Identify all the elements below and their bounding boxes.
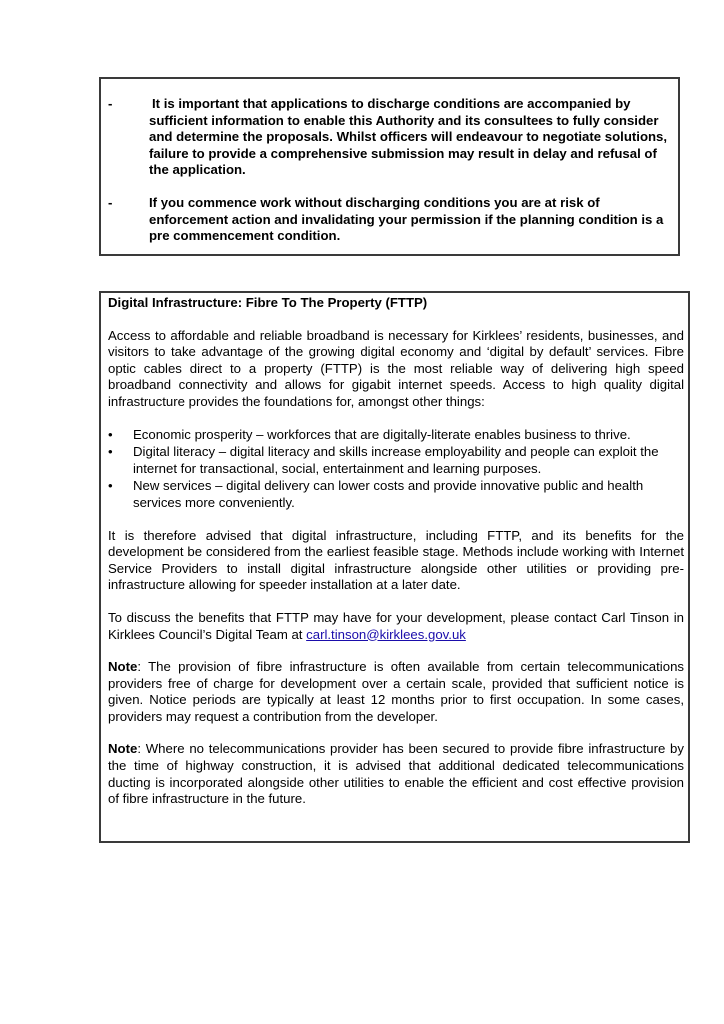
fttp-heading: Digital Infrastructure: Fibre To The Property (FTTP): [108, 295, 428, 310]
fttp-note-2: [108, 741, 684, 807]
list-item-text: Digital literacy – digital literacy and skills increase employability and people can exploit the internet for transactional, social, entertainment and learning purposes.: [133, 444, 659, 476]
dash-marker: -: [108, 96, 113, 111]
fttp-info-box: [99, 291, 690, 843]
conditions-item-1: [108, 96, 674, 179]
list-item: [108, 444, 684, 477]
conditions-item-text: It is important that applications to discharge conditions are accompanied by sufficient information to enable this Authority and its consultees to fully consider and determine the proposals. Whilst officers will endeavour to negotiate solutions, failure to provide a comprehensive submission may result in delay and refusal of the application.: [149, 96, 668, 178]
conditions-item-2: [108, 195, 674, 245]
list-item-text: New services – digital delivery can lower costs and provide innovative public and health services more conveniently.: [133, 478, 644, 510]
list-item: [108, 427, 684, 444]
note-label: Note: [108, 659, 138, 675]
fttp-intro-paragraph: Access to affordable and reliable broadband is necessary for Kirklees’ residents, businesses, and visitors to take advantage of the growing digital economy and ‘digital by default’ services. Fibre optic cables direct to a property (FTTP) is the most reliable way of delivering high speed broadband connectivity and allows for gigabit internet speeds. Access to high quality digital infrastructure provides the foundations for, amongst other things:: [108, 327, 684, 409]
note-text: : Where no telecommunications provider has been secured to provide fibre infrastructure by the time of highway construction, it is advised that additional dedicated telecommunications ducting is incorporated alongside other utilities to enable the efficient and cost effective provision of fibre infrastructure in the future.: [108, 741, 684, 807]
note-text: : The provision of fibre infrastructure is often available from certain telecommunications providers free of charge for development over a certain scale, provided that sufficient notice is given. Notice periods are typically at least 12 months prior to first occupation. In some cases, providers may request a contribution from the developer.: [108, 659, 684, 724]
fttp-contact-paragraph: [108, 610, 684, 643]
contact-text: To discuss the benefits that FTTP may have for your development, please contact Carl Tinson in Kirklees Council’s Digital Team at: [108, 609, 684, 642]
dash-marker: -: [108, 195, 113, 210]
list-item-text: Economic prosperity – workforces that are digitally-literate enables business to thrive.: [133, 426, 631, 442]
bullet-icon: •: [108, 426, 113, 442]
fttp-note-1: [108, 659, 684, 725]
bullet-icon: •: [108, 478, 113, 494]
fttp-advice-paragraph: It is therefore advised that digital infrastructure, including FTTP, and its benefits for the development be considered from the earliest feasible stage. Methods include working with Internet Service Providers to install digital infrastructure alongside other utilities or providing pre-infrastructure allowing for speeder installation at a later date.: [108, 527, 684, 593]
contact-email-link[interactable]: carl.tinson@kirklees.gov.uk: [306, 626, 466, 642]
fttp-benefits-list: [108, 427, 684, 512]
list-item: [108, 478, 684, 511]
conditions-item-text: If you commence work without discharging conditions you are at risk of enforcement action and invalidating your permission if the planning condition is a pre commencement condition.: [149, 195, 664, 244]
bullet-icon: •: [108, 444, 113, 460]
conditions-notice-box: [99, 77, 680, 256]
note-label: Note: [108, 741, 138, 757]
